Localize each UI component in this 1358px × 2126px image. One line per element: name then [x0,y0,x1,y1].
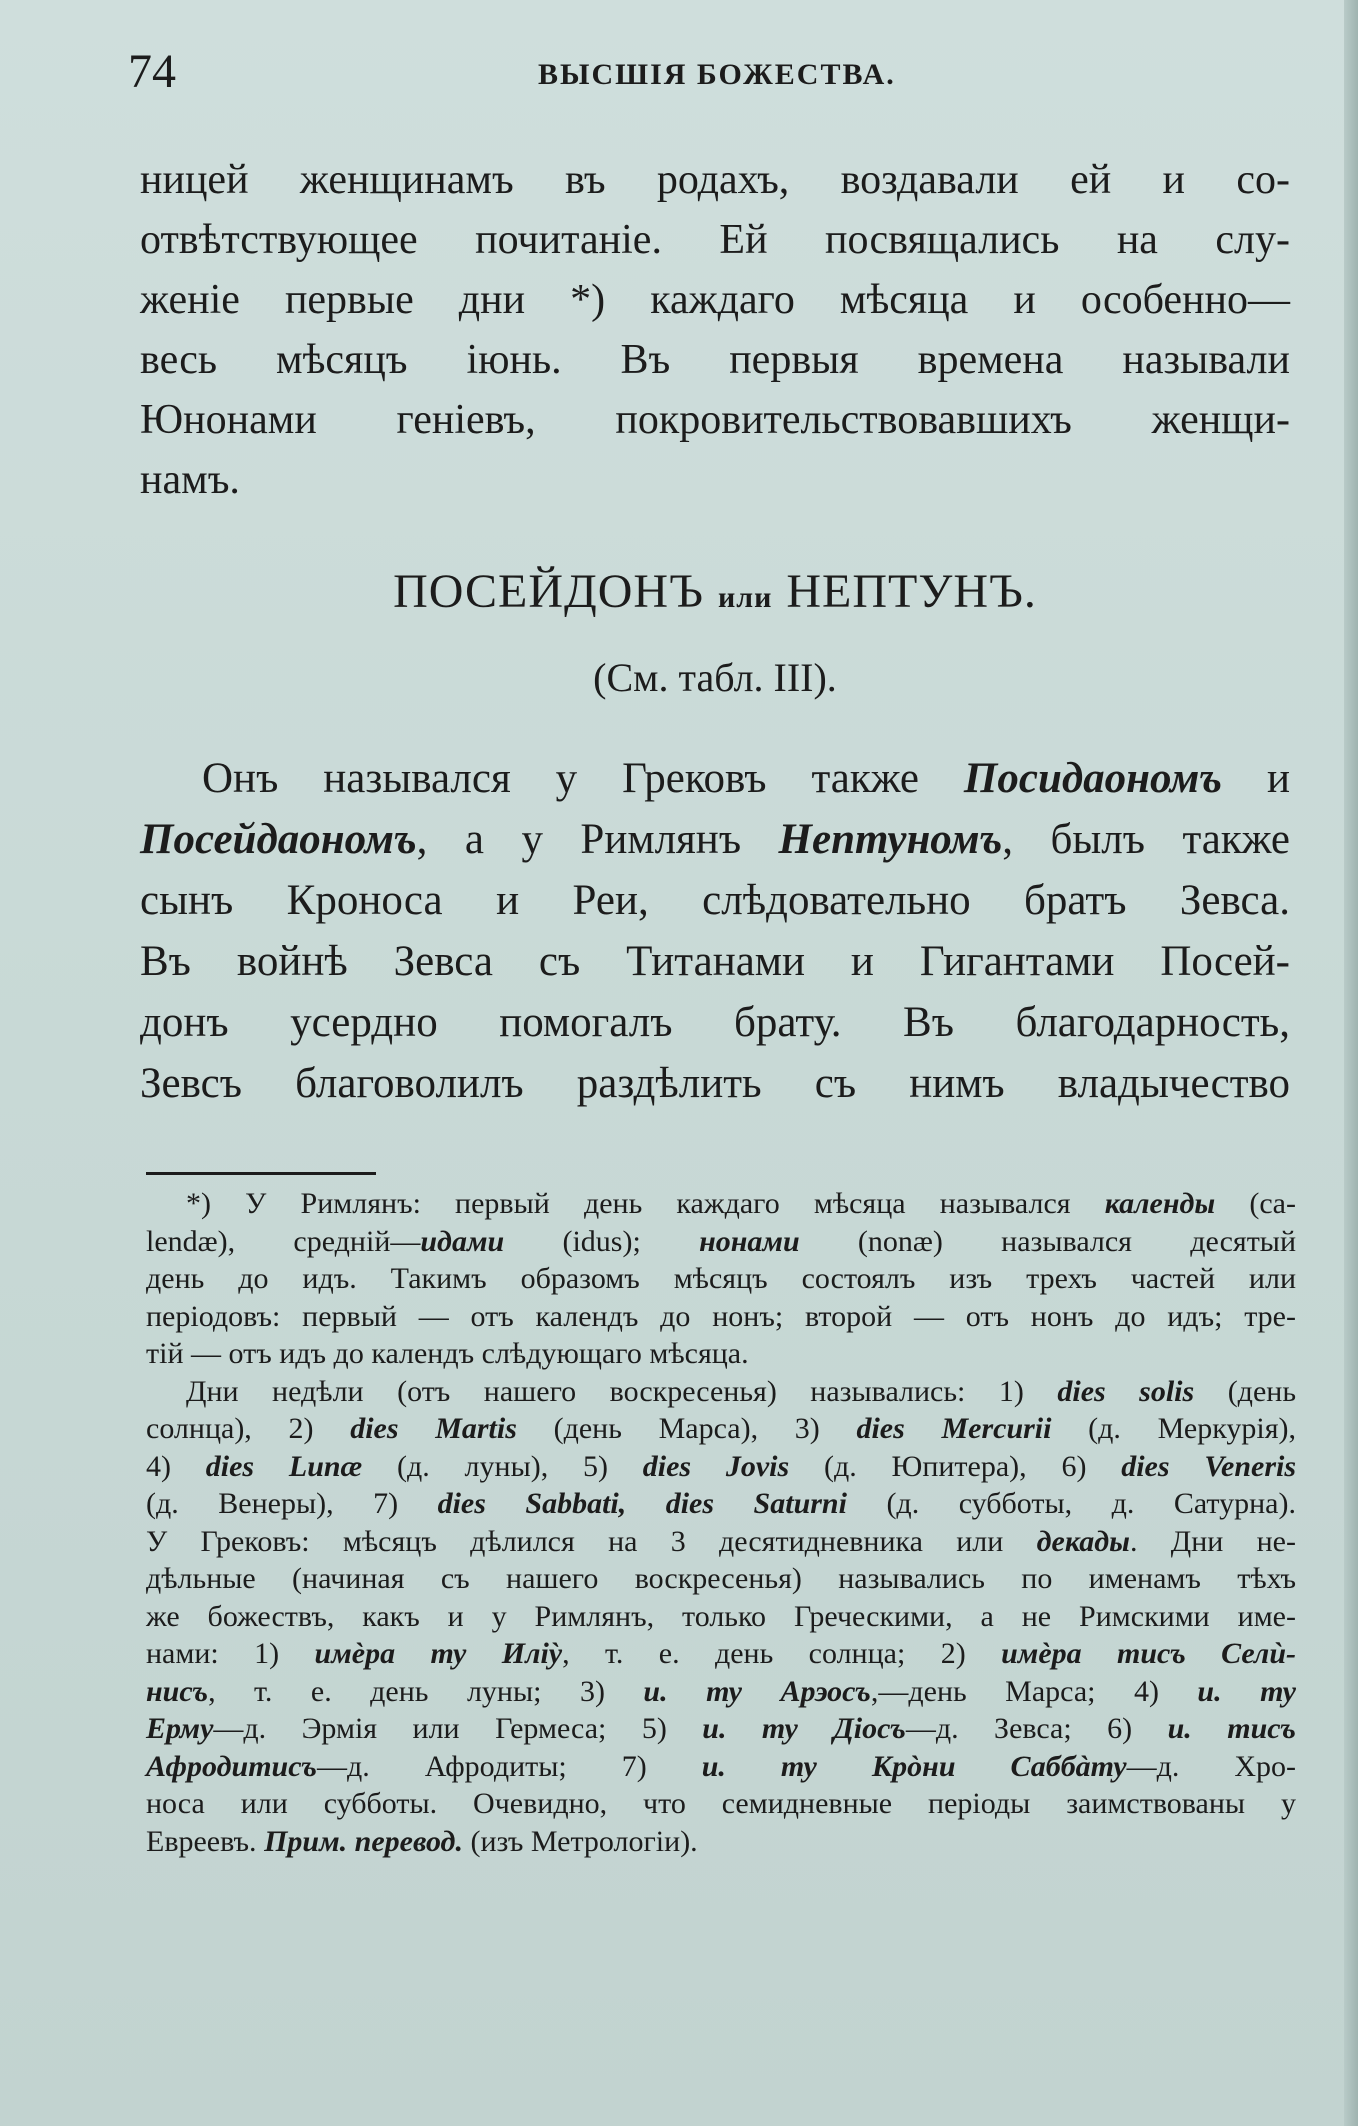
italic-term: Афродитисъ [146,1749,317,1783]
italic-term: dies Martis [350,1412,517,1445]
italic-term: и. ту Діосъ [702,1712,906,1745]
italic-term: нисъ [146,1674,209,1708]
text-span: , т. е. день солнца; 2) [562,1637,1002,1670]
text-span: Евреевъ. [146,1824,265,1858]
footnote-line: періодовъ: первый — отъ календъ до нонъ; второй — отъ нонъ до идъ; тре- [146,1299,1296,1333]
text-span: —д. Эрмія или Гермеса; 5) [213,1712,703,1745]
text-span: , т. е. день луны; 3) [208,1674,644,1708]
text-span: (д. Венеры), 7) [146,1487,438,1520]
footnote-line: день до идъ. Такимъ образомъ мѣсяцъ состоялъ изъ трехъ частей или [146,1262,1296,1295]
text-span: , былъ также [1002,816,1290,863]
text-span: нами: 1) [146,1637,315,1670]
text-span: (изъ Метрологіи). [462,1824,698,1858]
text-span: —д. Зевса; 6) [905,1712,1168,1745]
footnote-line [146,1223,1296,1261]
text-span: ,—день Марса; 4) [870,1674,1198,1708]
italic-term: и. ту [1197,1674,1296,1708]
italic-term: dies Sabbati, dies Saturni [437,1487,847,1520]
italic-term: имèра тисъ Селѝ- [1001,1637,1296,1670]
text-span: (день Марса), 3) [516,1412,857,1445]
italic-term: Посейдаономъ [140,816,417,863]
text-span: У Грековъ: мѣсяцъ дѣлился на 3 десятидневника или [146,1524,1037,1558]
text-span: 4) [146,1449,206,1483]
footnote-line: же божествъ, какъ и у Римлянъ, только Греческими, а не Римскими име- [146,1599,1296,1633]
text-line: ницей женщинамъ въ родахъ, воздавали ей и со- [140,157,1290,203]
footnote-line: носа или субботы. Очевидно, что семидневные періоды заимствованы у [146,1787,1296,1820]
title-name-1: ПОСЕЙДОНЪ [393,565,704,618]
text-span: (idus); [504,1224,700,1258]
page-number: 74 [128,45,176,98]
text-span: (д. луны), 5) [362,1449,643,1483]
text-span: (д. Юпитера), 6) [789,1449,1122,1483]
text-span: (ca- [1215,1187,1296,1220]
italic-term: dies Lunæ [205,1449,363,1483]
footnote-line [146,1710,1296,1748]
text-span: (день [1194,1374,1296,1408]
text-line [140,748,1290,809]
text-span: lendæ), средній— [146,1224,421,1258]
text-line [140,809,1290,870]
text-span: Дни недѣли (отъ нашего воскресенья) назывались: 1) [186,1374,1058,1408]
footnote-line [146,1373,1296,1411]
text-line: Въ войнѣ Зевса съ Титанами и Гигантами Посей- [140,938,1290,985]
text-line: Юнонами геніевъ, покровительствовавшихъ женщи- [140,397,1290,443]
text-span: и [1222,755,1290,802]
footnote-rule [146,1172,376,1175]
text-span: (д. Меркурія), [1051,1412,1296,1445]
footnote-line [146,1410,1296,1448]
italic-term: идами [420,1224,505,1258]
footnote-line [146,1673,1296,1711]
text-line: Зевсъ благоволилъ раздѣлить съ нимъ владычество [140,1060,1290,1107]
title-conjunction: или [717,581,773,614]
footnote-line [146,1635,1296,1673]
page-edge [1344,0,1358,2126]
footnote [146,1185,1296,1860]
text-line: намъ. [140,457,240,503]
italic-term: и. тисъ [1167,1712,1296,1745]
text-line: сынъ Кроноса и Реи, слѣдовательно братъ Зевса. [140,877,1290,924]
section-title [140,560,1290,630]
italic-term: dies Jovis [642,1449,790,1483]
title-name-2: НЕПТУНЪ. [786,565,1037,618]
text-line: весь мѣсяцъ іюнь. Въ первыя времена называли [140,337,1290,383]
text-span: , а у Римлянъ [416,816,779,863]
italic-term: dies Mercurii [856,1412,1052,1445]
italic-term: Посидаономъ [963,755,1223,802]
text-span: *) У Римлянъ: первый день каждаго мѣсяца назывался [186,1187,1105,1220]
italic-term: dies solis [1057,1374,1195,1408]
italic-term: Прим. перевод. [264,1824,463,1858]
text-span: —д. Хро- [1126,1749,1296,1783]
italic-term: и. ту Крòни Саббàту [701,1749,1127,1783]
italic-term: Ерму [146,1712,214,1745]
footnote-line: дѣльные (начиная съ нашего воскресенья) назывались по именамъ тѣхъ [146,1562,1296,1595]
italic-term: Нептуномъ [778,816,1003,863]
italic-term: календы [1104,1187,1216,1220]
footnote-line [146,1823,1296,1861]
text-span: (nonæ) назывался десятый [799,1224,1297,1258]
text-span: (д. субботы, д. Сатурна). [846,1487,1296,1520]
italic-term: dies Veneris [1121,1449,1297,1483]
section-subtitle: (См. табл. III). [593,655,837,700]
text-line: донъ усердно помогалъ брату. Въ благодарность, [140,999,1290,1046]
intro-paragraph [140,150,1290,510]
footnote-line [146,1523,1296,1561]
footnote-line [146,1185,1296,1223]
footnote-line [146,1748,1296,1786]
text-line: отвѣтствующее почитаніе. Ей посвящались на слу- [140,217,1290,263]
italic-term: нонами [699,1224,800,1258]
text-line: женіе первые дни *) каждаго мѣсяца и особенно— [140,277,1290,323]
running-head: ВЫСШІЯ БОЖЕСТВА. [538,58,896,91]
italic-term: и. ту Арэосъ [643,1674,871,1708]
main-paragraph [140,748,1290,1114]
footnote-line: тій — отъ идъ до календъ слѣдующаго мѣсяца. [146,1337,749,1370]
footnote-line [146,1485,1296,1523]
italic-term: декады [1036,1524,1130,1558]
text-span: солнца), 2) [146,1412,351,1445]
italic-term: имèра ту Иліỳ [314,1637,563,1670]
page-header [128,42,1278,102]
text-span: Онъ назывался у Грековъ также [202,755,964,802]
text-span: —д. Афродиты; 7) [316,1749,702,1783]
footnote-line [146,1448,1296,1486]
text-span: . Дни не- [1129,1524,1296,1558]
